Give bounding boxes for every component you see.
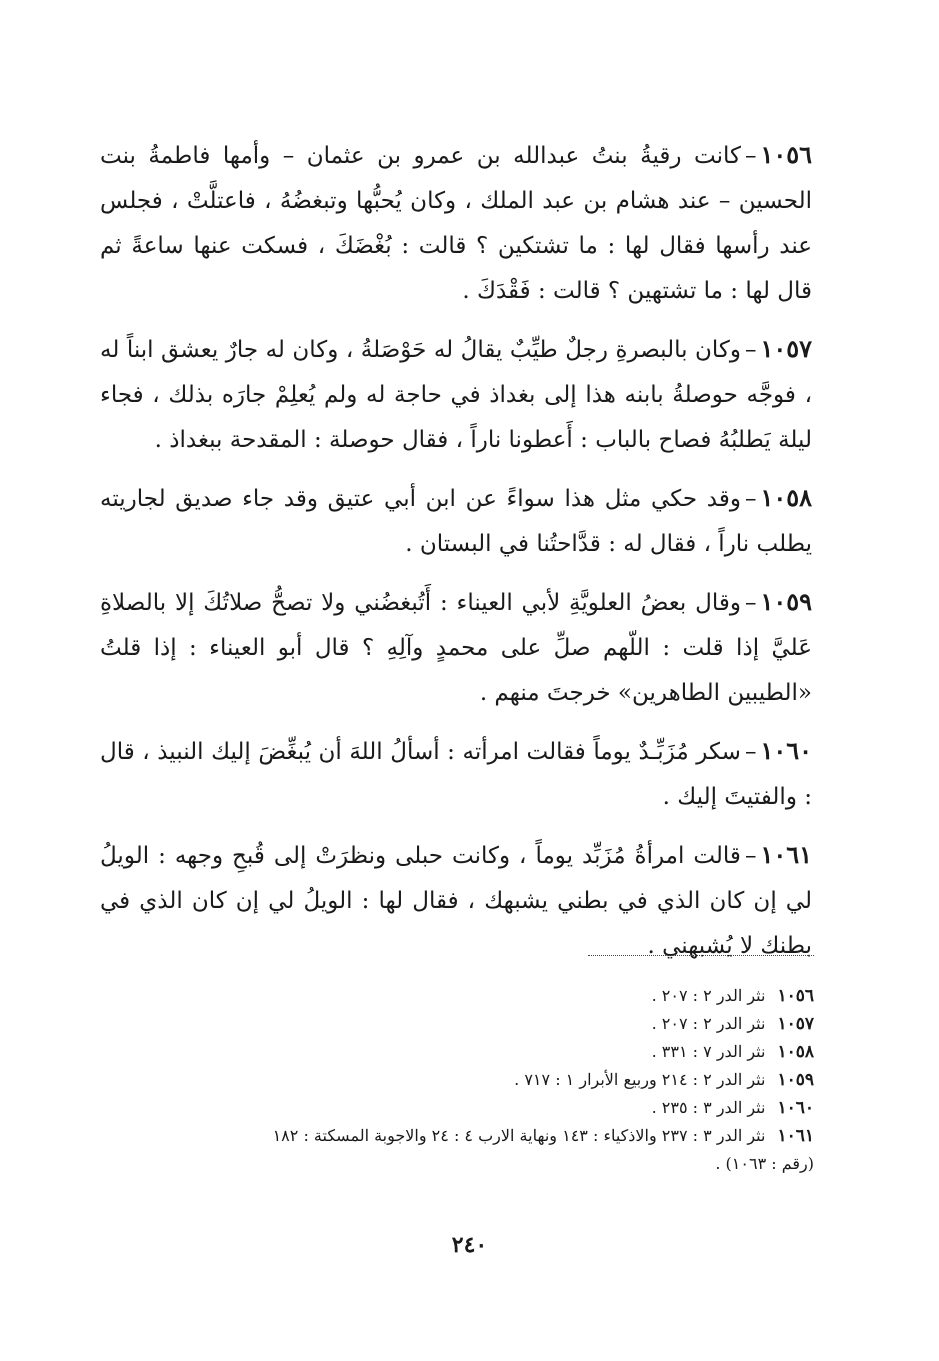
entry-1061	[100, 832, 812, 969]
entry-dash: –	[744, 143, 757, 169]
entry-text: وكان بالبصرةِ رجلٌ طيِّبٌ يقالُ له حَوْصَلةُ ، وكان له جارٌ يعشق ابناً له ، فوجَّه حوصلةُ بابنه هذا إلى بغداذ في حاجة له ولم يُعلِمْ جارَه بذلك ، فجاء ليلة يَطلبُهُ فصاح بالباب : أَعطونا ناراً ، فقال حوصلة : المقدحة ببغداذ .	[100, 337, 812, 453]
entry-dash: –	[744, 590, 757, 616]
footnote-1061-continuation: (رقم : ١٠٦٣) .	[715, 1154, 814, 1173]
entry-number: ١٠٥٨	[760, 483, 812, 512]
footnote-1061	[100, 1122, 814, 1150]
entry-1056	[100, 132, 812, 314]
footnote-1060	[100, 1094, 814, 1122]
entry-dash: –	[744, 843, 757, 869]
entry-text: وقد حكي مثل هذا سواءً عن ابن أبي عتيق وقد جاء صديق لجاريته يطلب ناراً ، فقال له : قدَّاحتُنا في البستان .	[100, 486, 812, 557]
page-number: ٢٤٠	[451, 1232, 488, 1258]
footnotes	[100, 982, 814, 1178]
main-text	[100, 132, 812, 981]
entry-dash: –	[744, 739, 757, 765]
entry-1060	[100, 728, 812, 820]
footnote-number: ١٠٦١	[777, 1126, 814, 1146]
entry-dash: –	[744, 486, 757, 512]
footnote-number: ١٠٥٦	[777, 986, 814, 1006]
footnote-text: نثر الدر ٧ : ٣٣١ .	[651, 1042, 766, 1061]
entry-text: وقال بعضُ العلويَّةِ لأبي العيناء : أَتُبغضُني ولا تصحُّ صلاتُكَ إلا بالصلاةِ عَليَّ إذا قلت : اللّهم صلِّ على محمدٍ وآلِهِ ؟ قال أبو العيناء : إذا قلتُ «الطيبين الطاهرين» خرجتَ منهم .	[100, 590, 812, 706]
entry-1058	[100, 475, 812, 567]
footnote-number: ١٠٥٩	[777, 1070, 814, 1090]
footnote-text: نثر الدر ٣ : ٢٣٧ والاذكياء : ١٤٣ ونهاية الارب ٤ : ٢٤ والاجوبة المسكتة : ١٨٢	[272, 1126, 766, 1145]
entry-text: كانت رقيةُ بنتُ عبدالله بن عمرو بن عثمان – وأمها فاطمةُ بنت الحسين – عند هشام بن عبد الملك ، وكان يُحبُّها وتبغضُهُ ، فاعتلَّتْ ، فجلس عند رأسها فقال لها : ما تشتكين ؟ قالت : بُغْضَكَ ، فسكت عنها ساعةً ثم قال لها : ما تشتهين ؟ قالت : فَقْدَكَ .	[100, 143, 812, 304]
entry-dash: –	[744, 337, 757, 363]
footnote-1058	[100, 1038, 814, 1066]
entry-number: ١٠٥٦	[760, 140, 812, 169]
entry-number: ١٠٥٧	[760, 334, 812, 363]
footnote-number: ١٠٥٧	[777, 1014, 814, 1034]
entry-1057	[100, 326, 812, 463]
footnote-number: ١٠٦٠	[777, 1098, 814, 1118]
entry-text: قالت امرأةُ مُزَبِّد يوماً ، وكانت حبلى ونظرَتْ إلى قُبحِ وجهه : الويلُ لي إن كان الذي في بطني يشبهك ، فقال لها : الويلُ لي إن كان الذي في بطنك لا يُشبهني .	[100, 843, 812, 959]
footnote-text: نثر الدر ٢ : ٢٠٧ .	[651, 986, 766, 1005]
footnote-text: نثر الدر ٢ : ٢٠٧ .	[651, 1014, 766, 1033]
entry-text: سكر مُزَبِّـدٌ يوماً فقالت امرأته : أسألُ اللهَ أن يُبغِّضَ إليك النبيذ ، قال : والفتيتَ إليك .	[100, 739, 812, 810]
footnote-text: نثر الدر ٣ : ٢٣٥ .	[651, 1098, 766, 1117]
entry-number: ١٠٦٠	[760, 736, 812, 765]
entry-1059	[100, 579, 812, 716]
entry-number: ١٠٦١	[760, 840, 812, 869]
footnote-1057	[100, 1010, 814, 1038]
entry-number: ١٠٥٩	[760, 587, 812, 616]
footnote-divider	[588, 955, 814, 956]
footnote-text: نثر الدر ٢ : ٢١٤ وربيع الأبرار ١ : ٧١٧ .	[514, 1070, 766, 1089]
footnote-1056	[100, 982, 814, 1010]
footnote-number: ١٠٥٨	[777, 1042, 814, 1062]
footnote-1059	[100, 1066, 814, 1094]
